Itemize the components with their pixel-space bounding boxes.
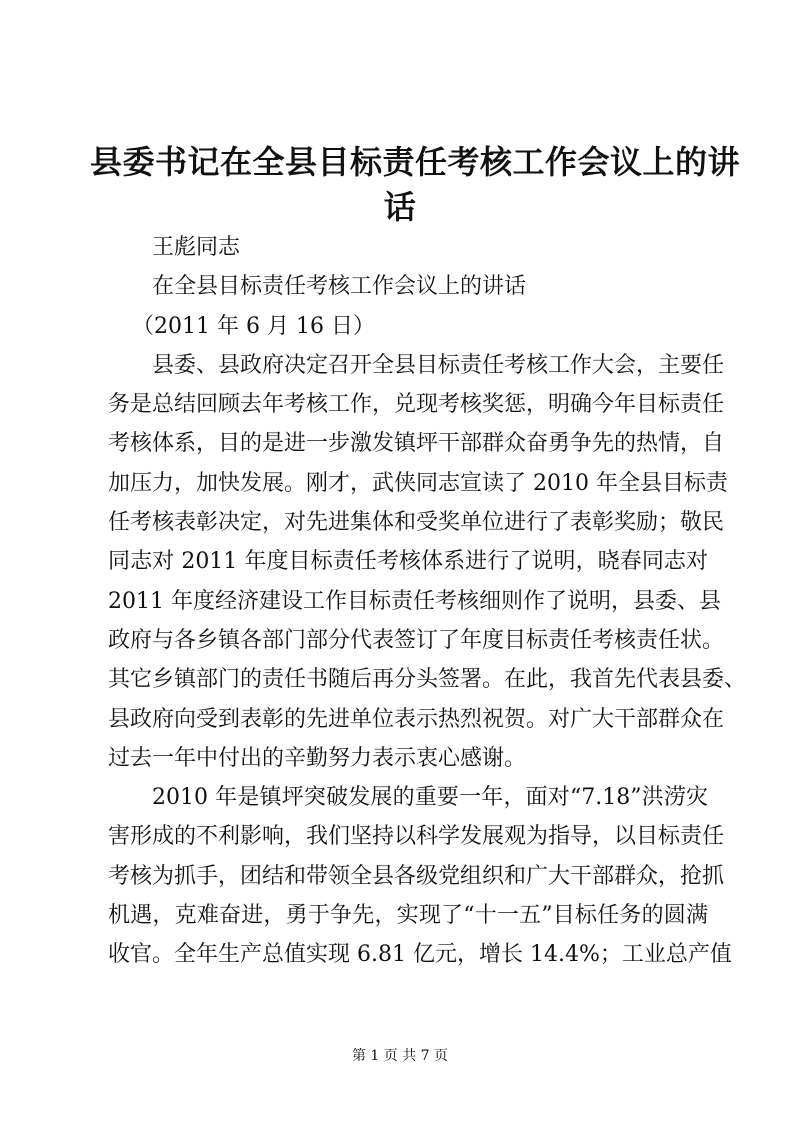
- date-line: （2011 年 6 月 16 日）: [132, 313, 375, 339]
- paragraph-line: 政府与各乡镇各部门部分代表签订了年度目标责任考核责任状。: [108, 627, 725, 653]
- title-line: 话: [383, 188, 417, 226]
- paragraph-line: 考核为抓手，团结和带领全县各级党组织和广大干部群众，抢抓: [108, 863, 725, 889]
- paragraph-line: 考核体系，目的是进一步激发镇坪干部群众奋勇争先的热情，自: [108, 431, 725, 457]
- paragraph-line: 县委、县政府决定召开全县目标责任考核工作大会，主要任: [152, 352, 725, 378]
- paragraph-line: 收官。全年生产总值实现 6.81 亿元，增长 14.4%；工业总产值: [108, 942, 732, 968]
- page-number-footer: 第 1 页 共 7 页: [351, 1048, 449, 1064]
- paragraph-line: 害形成的不利影响，我们坚持以科学发展观为指导，以目标责任: [108, 824, 725, 850]
- paragraph-line: 任考核表彰决定，对先进集体和受奖单位进行了表彰奖励；敬民: [108, 510, 725, 536]
- paragraph-2: [108, 778, 732, 974]
- paragraph-line: 同志对 2011 年度目标责任考核体系进行了说明，晓春同志对: [108, 549, 708, 575]
- document-title: [90, 140, 741, 230]
- paragraph-line: 务是总结回顾去年考核工作，兑现考核奖惩，明确今年目标责任: [108, 392, 725, 418]
- paragraph-line: 县政府向受到表彰的先进单位表示热烈祝贺。对广大干部群众在: [108, 706, 725, 732]
- paragraph-line: 过去一年中付出的辛勤努力表示衷心感谢。: [108, 745, 527, 771]
- paragraph-line: 2011 年度经济建设工作目标责任考核细则作了说明，县委、县: [108, 588, 721, 614]
- paragraph-1: [108, 346, 747, 778]
- subtitle-line: 在全县目标责任考核工作会议上的讲话: [152, 274, 527, 300]
- document-body: [108, 228, 747, 975]
- paragraph-line: 加压力，加快发展。刚才，武侠同志宣读了 2010 年全县目标责: [108, 470, 728, 496]
- author-line: 王彪同志: [152, 235, 241, 260]
- paragraph-line: 机遇，克难奋进，勇于争先，实现了“十一五”目标任务的圆满: [108, 903, 708, 929]
- title-line: 县委书记在全县目标责任考核工作会议上的讲: [90, 143, 741, 181]
- paragraph-line: 2010 年是镇坪突破发展的重要一年，面对“7.18”洪涝灾: [152, 785, 708, 811]
- paragraph-line: 其它乡镇部门的责任书随后再分头签署。在此，我首先代表县委、: [108, 667, 747, 693]
